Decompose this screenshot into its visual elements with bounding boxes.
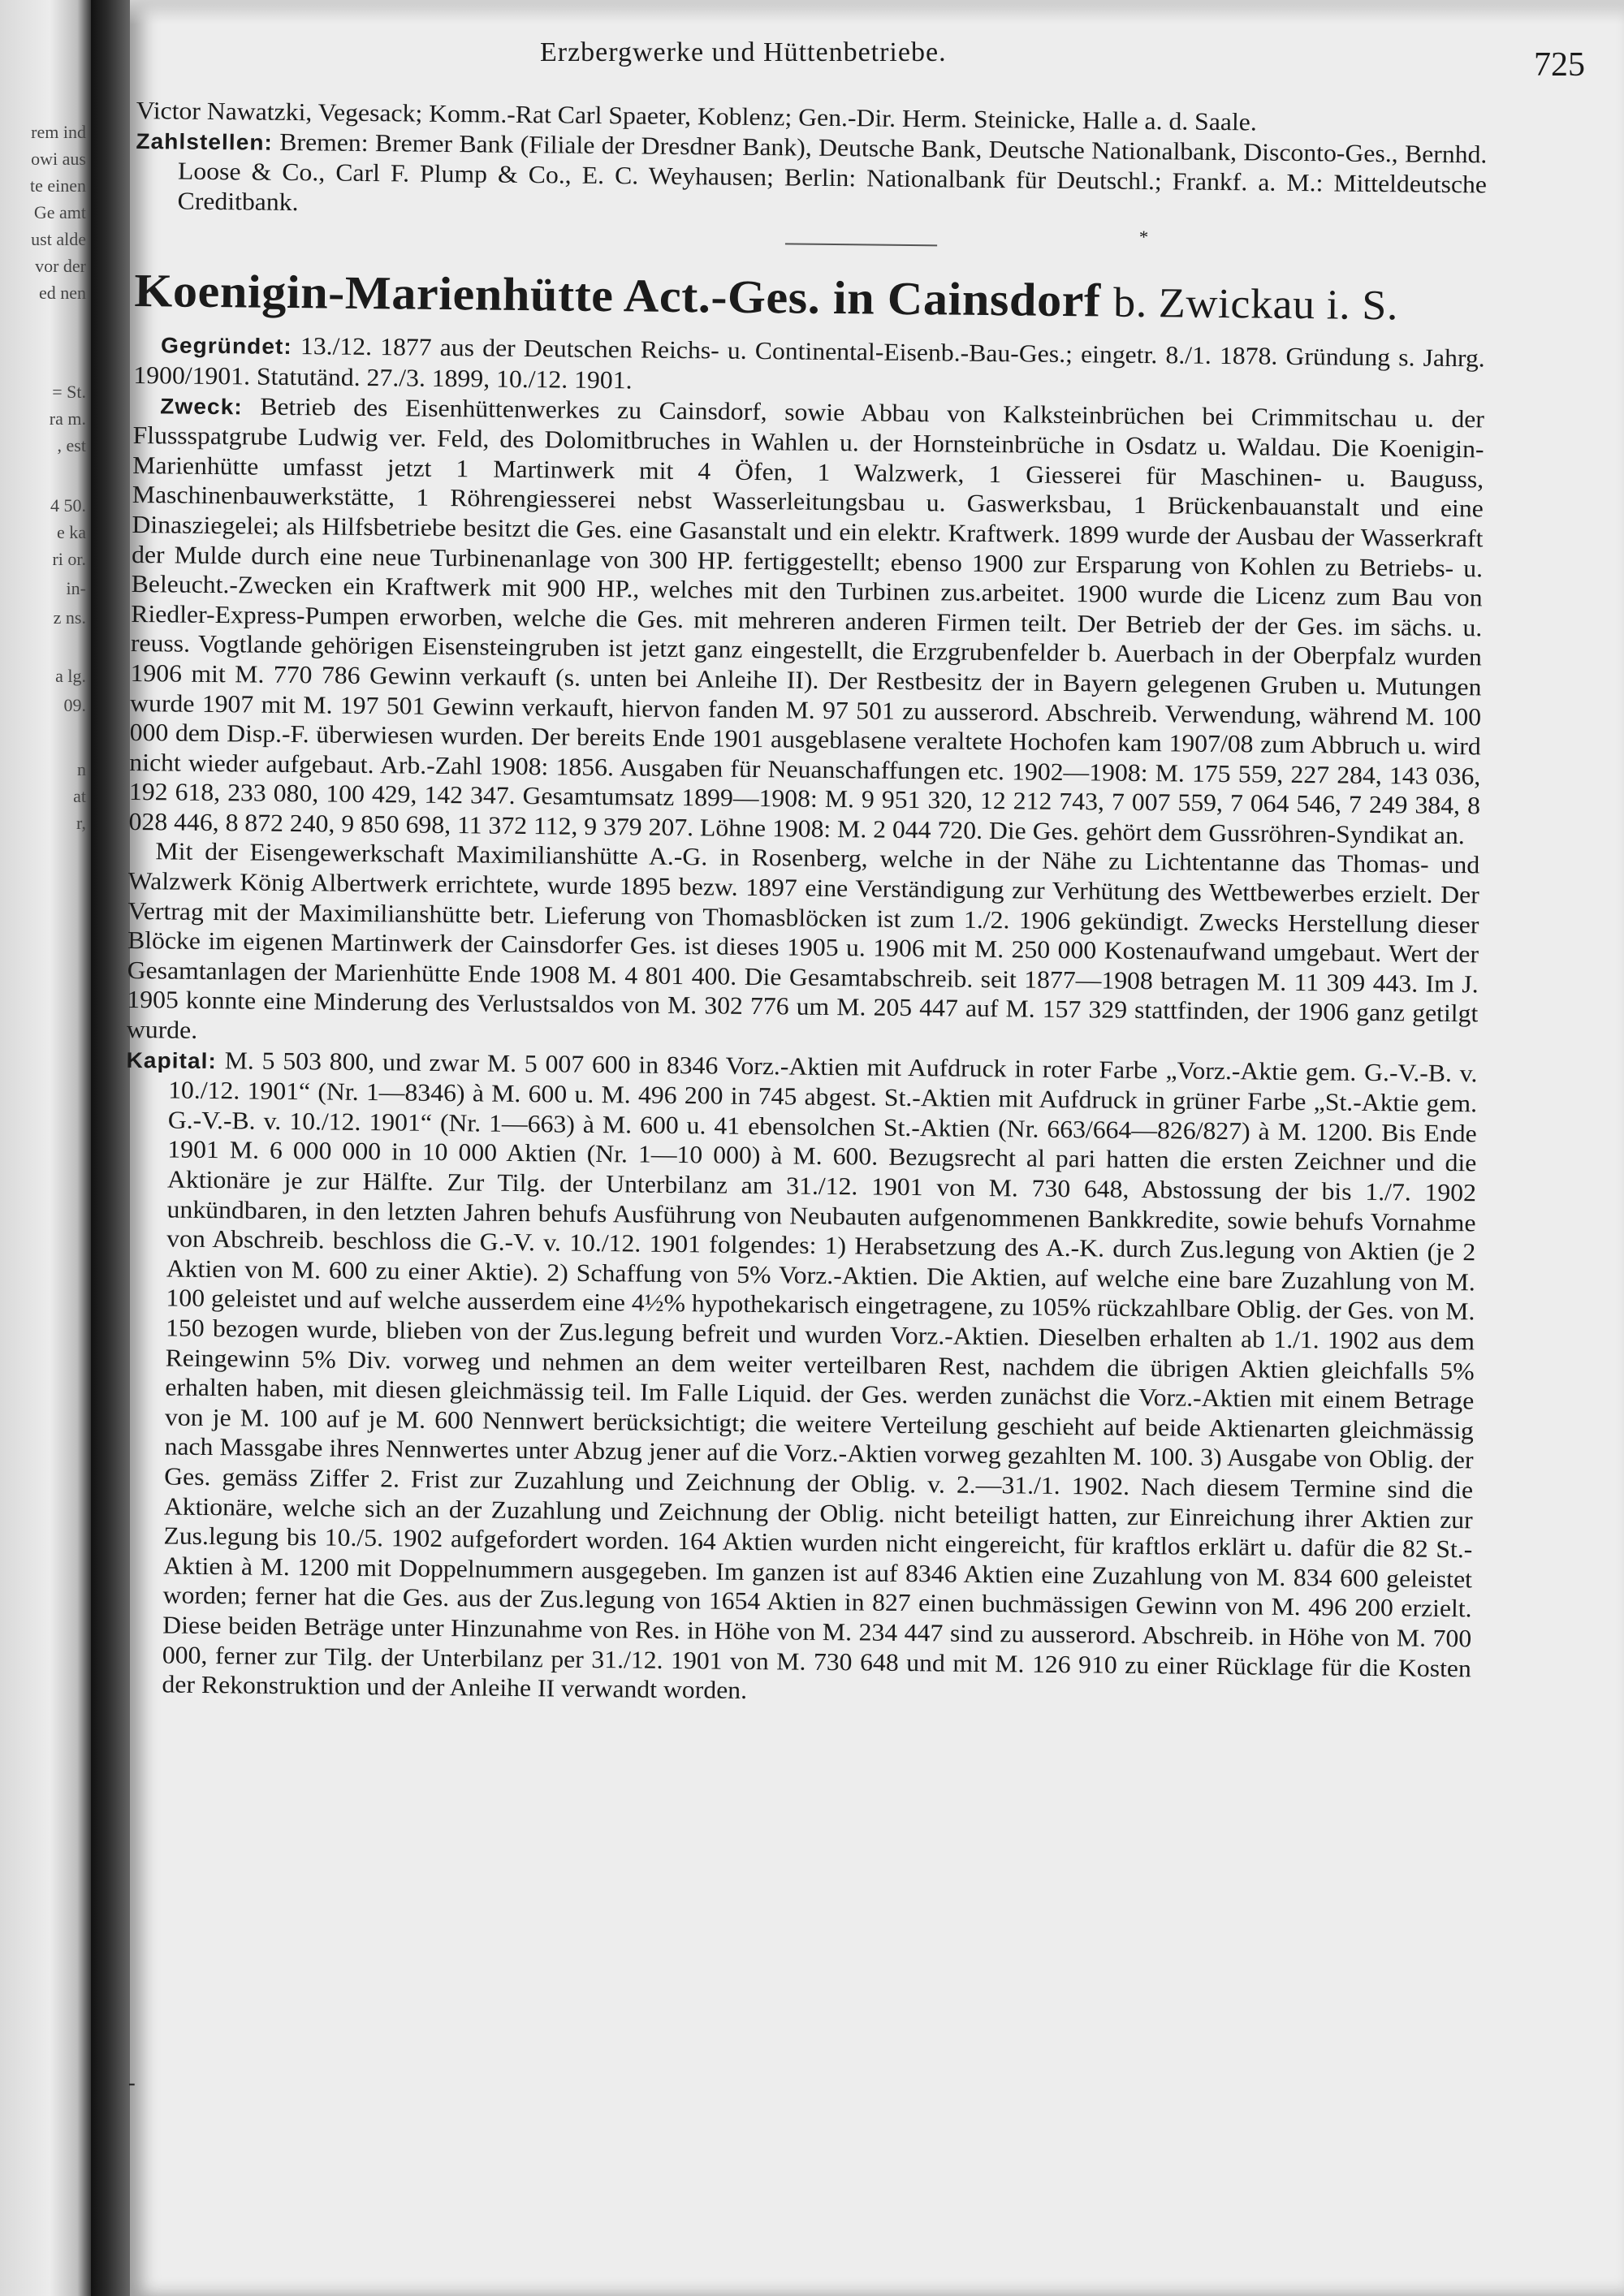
margin-fragment: ri or. [52, 549, 86, 569]
zweck-text: Betrieb des Eisenhüttenwerkes zu Cainsdorf, sowie Abbau von Kalksteinbrüchen bei Crimmitschau u. der Flussspatgrube Ludwig ver. Feld, des Dolomitbruches in Wahlen u. der Hornsteinbrüche in Osdatz u. Waldau. Die Koenigin-Marienhütte umfasst jetzt 1 Martinwerk mit 4 Öfen, 1 Walzwerk, 1 Giesserei für Maschinen- u. Bauguss, Maschinenbauwerkstätte, 1 Röhrengiesserei nebst Wasserleitungsbau u. Gaswerksbau, 1 Brückenbauanstalt und eine Dinasziegelei; als Hilfsbetriebe besitzt die Ges. eine Gasanstalt und ein elektr. Kraftwerk. 1899 wurde der Ausbau der Wasserkraft der Mulde durch eine neue Turbinenanlage von 300 HP. fertiggestellt; ebenso 1900 zur Ersparung von Kohlen zu Betriebs- u. Beleucht.-Zwecken ein Kraftwerk mit 900 HP., welches mit den Turbinen zus.arbeitet. 1900 wurde die Licenz zum Bau von Riedler-Express-Pumpen erworben, welche die Ges. mit mehreren anderen Firmen teilt. Der Betrieb der der Ges. im sächs. u. reuss. Vogtlande gehörigen Eisensteingruben ist jetzt ganz eingestellt, die Erzgrubenfelder b. Auerbach in der Oberpfalz wurden 1906 mit M. 770 786 Gewinn verkauft (s. unten bei Anleihe II). Der Restbesitz der in Bayern gelegenen Gruben u. Mutungen wurde 1907 mit M. 197 501 Gewinn verkauft, hiervon fanden M. 97 501 zu ausserord. Abschreib. Verwendung, während M. 100 000 dem Disp.-F. überwiesen wurden. Der bereits Ende 1901 ausgeblasene veraltete Hochofen kam 1907/08 zum Abbruch u. wird nicht wieder aufgebaut. Arb.-Zahl 1908: 1856. Ausgaben für Neuanschaffungen etc. 1902—1908: M. 175 559, 227 284, 143 036, 192 618, 233 080, 100 429, 142 347. Gesamtumsatz 1899—1908: M. 9 951 320, 12 212 743, 7 007 559, 7 064 546, 7 249 384, 8 028 446, 8 872 240, 9 850 698, 11 372 112, 9 379 207. Löhne 1908: M. 2 044 720. Die Ges. gehört dem Gussröhren-Syndikat an. [128, 392, 1485, 850]
section-divider [785, 227, 1149, 248]
margin-fragment: ust alde [31, 229, 86, 249]
gegruendet-label: Gegründet: [160, 333, 292, 360]
maximilian-paragraph: Mit der Eisengewerkschaft Maximilianshütte A.-G. in Rosenberg, welche in der Nähe zu Lichtentanne das Thomas- und Walzwerk König Albertwerk errichtete, wurde 1895 bezw. 1897 eine Verständigung zur Verhütung des Wettbewerbes erzielt. Der Vertrag mit der Maximilianshütte betr. Lieferung von Thomasblöcken ist zum 1./2. 1906 gekündigt. Zwecks Herstellung dieser Blöcke im eigenen Martinwerk der Cainsdorfer Ges. ist dieses 1905 u. 1906 mit M. 250 000 Kostenaufwand umgebaut. Wert der Gesamtanlagen der Marienhütte Ende 1908 M. 4 801 400. Die Gesamtabschreib. seit 1877—1908 betragen M. 11 309 443. Im J. 1905 konnte eine Minderung des Verlustsaldos von M. 302 776 um M. 205 447 auf M. 157 329 stattfinden, der 1906 ganz getilgt wurde. [126, 837, 1480, 1044]
margin-fragment: Ge amt [33, 202, 86, 222]
edge-mark: - [128, 2071, 136, 2095]
margin-fragment: ra m. [49, 408, 86, 429]
footnote-mark: * [1138, 227, 1149, 248]
zahlstellen-text: Bremen: Bremer Bank (Filiale der Dresdner Bank), Deutsche Bank, Deutsche Nationalbank, Disconto-Ges., Bernhd. Loose & Co., Carl F. Plump & Co., E. C. Weyhausen; Berlin: Nationalbank für Deutschl.; Frankf. a. M.: Mitteldeutsche Creditbank. [177, 127, 1488, 216]
margin-fragment: in- [66, 578, 86, 598]
company-location: b. Zwickau i. S. [1112, 279, 1399, 330]
margin-fragment: e ka [56, 522, 86, 542]
margin-fragment: vor der [35, 256, 86, 276]
page-body [119, 96, 1488, 1713]
margin-fragment: a lg. [55, 666, 86, 686]
margin-fragment: at [73, 786, 86, 806]
margin-fragment: ed nen [38, 283, 86, 303]
margin-fragment: 09. [63, 695, 86, 715]
company-title [134, 262, 1486, 335]
margin-fragment: owi aus [31, 149, 86, 169]
zahlstellen-paragraph [135, 126, 1487, 230]
kapital-label: Kapital: [126, 1047, 218, 1073]
company-name: Koenigin-Marienhütte Act.-Ges. in Cainsdorf [134, 264, 1101, 327]
margin-fragment: te einen [29, 175, 86, 196]
zahlstellen-label: Zahlstellen: [136, 128, 274, 155]
zweck-paragraph [128, 391, 1484, 851]
adjacent-page-fragment [0, 0, 91, 2296]
margin-fragment: = St. [52, 382, 86, 402]
margin-fragment: , est [57, 435, 86, 455]
margin-fragment: rem ind [31, 122, 86, 142]
aufsichtsrat-tail: Victor Nawatzki, Vegesack; Komm.-Rat Carl Spaeter, Koblenz; Gen.-Dir. Herm. Steinicke, Halle a. d. Saale. [136, 96, 1257, 136]
book-page [126, 0, 1624, 2296]
zweck-label: Zweck: [160, 393, 243, 419]
running-header: Erzbergwerke und Hüttenbetriebe. [540, 37, 947, 67]
kapital-text: M. 5 503 800, und zwar M. 5 007 600 in 8346 Vorz.-Aktien mit Aufdruck in roter Farbe „Vorz.-Aktie gem. G.-V.-B. v. 10./12. 1901“ (Nr. 1—8346) à M. 600 u. M. 496 200 in 745 abgest. St.-Aktien mit Aufdruck in grüner Farbe „St.-Aktie gem. G.-V.-B. v. 10./12. 1901“ (Nr. 1—663) à M. 600 u. 41 ebensolchen St.-Aktien (Nr. 663/664—826/827) à M. 1200. Bis Ende 1901 M. 6 000 000 in 10 000 Aktien (Nr. 1—10 000) à M. 600. Bezugsrecht al pari hatten die ersten Zeichner und die Aktionäre je zur Hälfte. Zur Tilg. der Unterbilanz am 31./12. 1901 von M. 730 648, Abstossung der bis 1./7. 1902 unkündbaren, in den letzten Jahren behufs Ausführung von Neubauten aufgenommenen Bankkredite, sowie behufs Vornahme von Abschreib. beschloss die G.-V. v. 10./12. 1901 folgendes: 1) Herabsetzung des A.-K. durch Zus.legung von Aktien (je 2 Aktien von M. 600 zu einer Aktie). 2) Schaffung von 5% Vorz.-Aktien. Die Aktien, auf welche eine bare Zuzahlung von M. 100 geleistet und auf welche ausserdem eine 4½% hypothekarisch eingetragene, zu 105% rückzahlbare Oblig. der Ges. von M. 150 bezogen wurde, blieben von der Zus.legung befreit und wurden Vorz.-Aktien. Dieselben erhalten ab 1./1. 1902 aus dem Reingewinn 5% Div. vorweg und nehmen an dem weiter verteilbaren Rest, nachdem die übrigen Aktien gleichfalls 5% erhalten haben, mit diesen gleichmässig teil. Im Falle Liquid. der Ges. werden zunächst die Vorz.-Aktien mit einem Betrage von je M. 100 auf je M. 600 Nennwert berücksichtigt; die weitere Verteilung geschieht auf beide Aktienarten gleichmässig nach Massgabe ihres Nennwertes unter Abzug jener auf die Vorz.-Aktien vorweg gezahlten M. 100. 3) Ausgabe von Oblig. der Ges. gemäss Ziffer 2. Frist zur Zuzahlung und Zeichnung der Oblig. v. 2.—31./1. 1902. Nach diesem Termine sind die Aktionäre, welche sich an der Zuzahlung und Zeichnung der Oblig. nicht beteiligt hatten, zur Einreichung ihrer Aktien zur Zus.legung bis 10./5. 1902 aufgefordert worden. 164 Aktien wurden nicht eingereicht, für kraftlos erklärt u. dafür die 82 St.-Aktien à M. 1200 mit Doppelnummern ausgegeben. Im ganzen ist auf 8346 Aktien eine Zuzahlung von M. 834 600 geleistet worden; ferner hat die Ges. aus der Zus.legung von 1654 Aktien in 827 einen buchmässigen Gewinn von M. 496 200 erzielt. Diese beiden Beträge unter Hinzunahme von Res. in Höhe von M. 234 447 sind zu ausserord. Abschreib. in Höhe von M. 700 000, ferner zur Tilg. der Unterbilanz per 31./12. 1901 von M. 730 648 und mit M. 126 910 zu einer Rücklage für die Kosten der Rekonstruktion und der Anleihe II verwandt worden. [162, 1046, 1478, 1705]
margin-fragment: r, [76, 813, 86, 833]
margin-fragment: n [77, 759, 86, 779]
margin-fragment: z ns. [53, 607, 86, 628]
kapital-paragraph [119, 1045, 1477, 1713]
page-number: 725 [1534, 46, 1585, 84]
gegruendet-text: 13./12. 1877 aus der Deutschen Reichs- u. Continental-Eisenb.-Bau-Ges.; eingetr. 8./1. 1878. Gründung s. Jahrg. 1900/1901. Statutänd. 27./3. 1899, 10./12. 1901. [133, 332, 1485, 395]
margin-fragment: 4 50. [50, 495, 86, 516]
